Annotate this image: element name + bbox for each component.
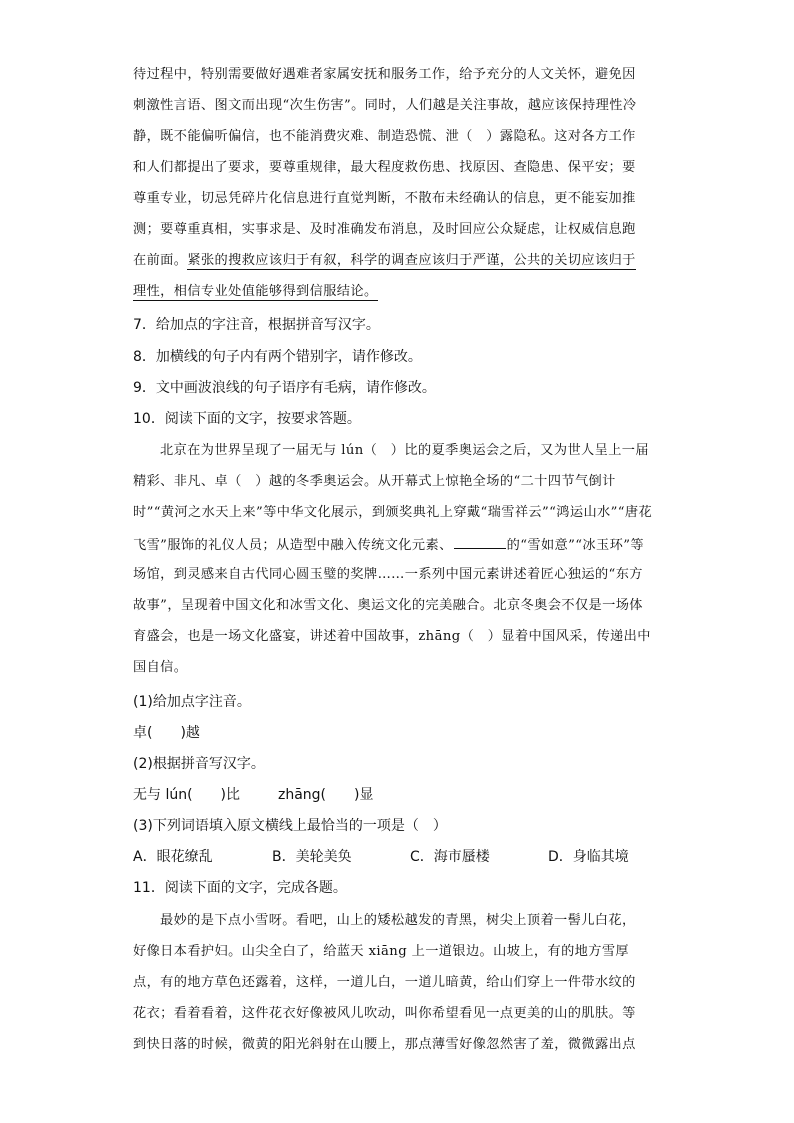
subquestion-2: (2)根据拼音写汉字。	[133, 756, 265, 772]
answer-blank-1[interactable]: 卓( )越	[133, 725, 200, 741]
passage-line: 静，既不能偏听偏信，也不能消费灾难、制造恐慌、泄（ ）露隐私。这对各方工作	[133, 129, 636, 144]
passage-line: 和人们都提出了要求，要尊重规律，最大程度救伤患、找原因、查隐患、保平安；要	[133, 160, 636, 175]
passage-line: 场馆，到灵感来自古代同心圆玉璧的奖牌……一系列中国元素讲述着匠心独运的“东方	[133, 567, 643, 582]
passage-text: 在前面。	[133, 253, 188, 268]
question-9: 9．文中画波浪线的句子语序有毛病，请作修改。	[133, 380, 436, 396]
passage-line: 刺激性言语、图文而出现“次生伤害”。同时，人们越是关注事故，越应该保持理性冷	[133, 98, 637, 113]
passage-line: 时”“黄河之水天上来”等中华文化展示，到颁奖典礼上穿戴“瑞雪祥云”“鸿运山水”“唐花	[133, 505, 653, 520]
subquestion-1: (1)给加点字注音。	[133, 694, 251, 710]
passage-line: 点，有的地方草色还露着，这样，一道儿白，一道儿暗黄，给山们穿上一件带水纹的	[133, 975, 636, 990]
underlined-sentence: 紧张的搜救应该归于有叙，科学的调查应该归于严谨，公共的关切应该归于	[187, 253, 636, 268]
question-11: 11．阅读下面的文字，完成各题。	[133, 880, 347, 896]
question-7: 7．给加点的字注音，根据拼音写汉字。	[133, 317, 380, 333]
passage-line: 好像日本看护妇。山尖全白了，给蓝天 xiāng 上一道银边。山坡上，有的地方雪厚	[133, 944, 630, 959]
passage-line: 花衣；看着看着，这件花衣好像被风儿吹动，叫你希望看见一点更美的山的肌肤。等	[133, 1006, 636, 1021]
passage-line-underlined	[133, 283, 378, 301]
passage-line: 故事”，呈现着中国文化和冰雪文化、奥运文化的完美融合。北京冬奥会不仅是一场体	[133, 598, 643, 613]
passage-line-with-underline	[133, 252, 636, 270]
option-c[interactable]: C．海市蜃楼	[410, 849, 490, 865]
passage-line-with-blank	[133, 535, 644, 555]
option-b[interactable]: B．美轮美奂	[272, 849, 352, 865]
passage-line: 待过程中，特别需要做好遇难者家属安抚和服务工作，给予充分的人文关怀，避免因	[133, 67, 636, 82]
passage-line: 测；要尊重真相，实事求是、及时准确发布消息，及时回应公众疑虑，让权威信息跑	[133, 222, 636, 237]
passage-line: 北京在为世界呈现了一届无与 lún（ ）比的夏季奥运会之后，又为世人呈上一届	[160, 443, 649, 458]
passage-line: 到快日落的时候，微黄的阳光斜射在山腰上，那点薄雪好像忽然害了羞，微微露出点	[133, 1037, 636, 1052]
question-8: 8．加横线的句子内有两个错别字，请作修改。	[133, 349, 422, 365]
passage-line: 精彩、非凡、卓（ ）越的冬季奥运会。从开幕式上惊艳全场的“二十四节气倒计	[133, 474, 616, 489]
passage-line: 尊重专业，切忌凭碎片化信息进行直觉判断，不散布未经确认的信息，更不能妄加推	[133, 191, 636, 206]
subquestion-3: (3)下列词语填入原文横线上最恰当的一项是（ ）	[133, 818, 447, 834]
option-d[interactable]: D．身临其境	[548, 849, 629, 865]
passage-text: 飞雪”服饰的礼仪人员；从造型中融入传统文化元素、	[133, 538, 453, 553]
passage-line: 国自信。	[133, 660, 188, 675]
option-a[interactable]: A．眼花缭乱	[133, 849, 213, 865]
passage-text: 的“雪如意”“冰玉环”等	[506, 538, 644, 553]
underlined-sentence: 理性，相信专业处值能够得到信服结论。	[133, 284, 378, 299]
answer-blank-2a[interactable]: 无与 lún( )比	[133, 787, 241, 803]
passage-line: 育盛会，也是一场文化盛宴，讲述着中国故事，zhāng（ ）显着中国风采，传递出中	[133, 629, 651, 644]
question-10: 10．阅读下面的文字，按要求答题。	[133, 411, 361, 427]
fill-in-blank[interactable]	[454, 535, 506, 549]
answer-blank-2b[interactable]: zhāng( )显	[278, 787, 374, 803]
passage-line: 最妙的是下点小雪呀。看吧，山上的矮松越发的青黑，树尖上顶着一髻儿白花，	[160, 913, 636, 928]
